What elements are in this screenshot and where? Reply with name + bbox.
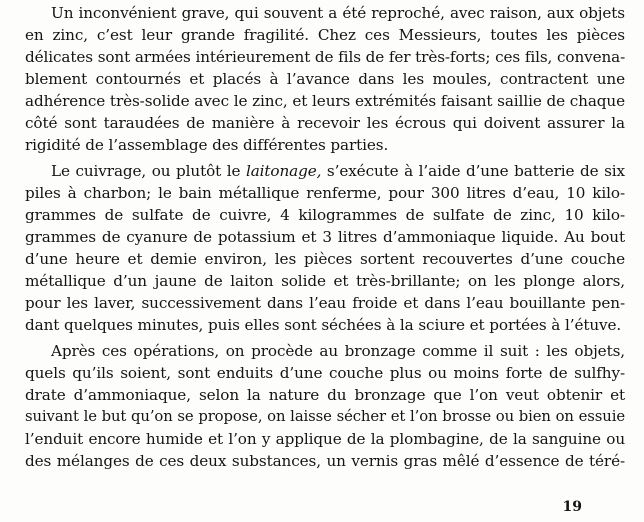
p2-line-5: d’une heure et demie environ, les pièces sortent recouvertes d’une couche <box>25 250 625 268</box>
page-number: 19 <box>562 499 582 515</box>
p2-line-3: grammes de sulfate de cuivre, 4 kilogrammes de sulfate de zinc, 10 kilo- <box>25 206 625 224</box>
p3-line-4: suivant le but qu’on se propose, on laisse sécher et l’on brosse ou bien on essuie <box>25 408 625 425</box>
p3-line-5: l’enduit encore humide et l’on y applique de la plombagine, de la sanguine ou <box>25 430 625 448</box>
p3-line-3: drate d’ammoniaque, selon la nature du bronzage que l’on veut obtenir et <box>25 386 625 404</box>
p2-line-7: pour les laver, successivement dans l’eau froide et dans l’eau bouillante pen- <box>25 294 625 312</box>
p2-line-1-start: Le cuivrage, ou plutôt le <box>51 162 246 180</box>
p3-line-2: quels qu’ils soient, sont enduits d’une couche plus ou moins forte de sulfhy- <box>25 364 625 382</box>
p2-line-1 <box>51 160 625 182</box>
p2-line-1-end: s’exécute à l’aide d’une batterie de six <box>321 162 625 180</box>
p1-line-2: en zinc, c’est leur grande fragilité. Chez ces Messieurs, toutes les pièces <box>25 26 625 44</box>
p2-emphasis-laitonage: laitonage, <box>245 162 322 180</box>
p3-line-1: Après ces opérations, on procède au bronzage comme il suit : les objets, <box>51 342 625 360</box>
p1-line-7: rigidité de l’assemblage des différentes parties. <box>25 136 389 154</box>
p1-line-3: délicates sont armées intérieurement de fils de fer très-forts; ces fils, convena- <box>25 48 626 66</box>
p2-line-4: grammes de cyanure de potassium et 3 litres d’ammoniaque liquide. Au bout <box>25 228 625 246</box>
p2-line-2: piles à charbon; le bain métallique renferme, pour 300 litres d’eau, 10 kilo- <box>25 184 625 202</box>
p1-line-5: adhérence très-solide avec le zinc, et leurs extrémités faisant saillie de chaque <box>25 92 625 110</box>
p1-line-1: Un inconvénient grave, qui souvent a été reproché, avec raison, aux objets <box>51 4 625 22</box>
p2-line-6: métallique d’un jaune de laiton solide et très-brillante; on les plonge alors, <box>25 272 625 290</box>
p3-line-6: des mélanges de ces deux substances, un vernis gras mêlé d’essence de téré- <box>25 452 625 470</box>
p1-line-6: côté sont taraudées de manière à recevoir les écrous qui doivent assurer la <box>25 114 625 132</box>
p1-line-4: blement contournés et placés à l’avance dans les moules, contractent une <box>25 70 625 88</box>
p2-line-8: dant quelques minutes, puis elles sont séchées à la sciure et portées à l’étuve. <box>25 316 622 334</box>
